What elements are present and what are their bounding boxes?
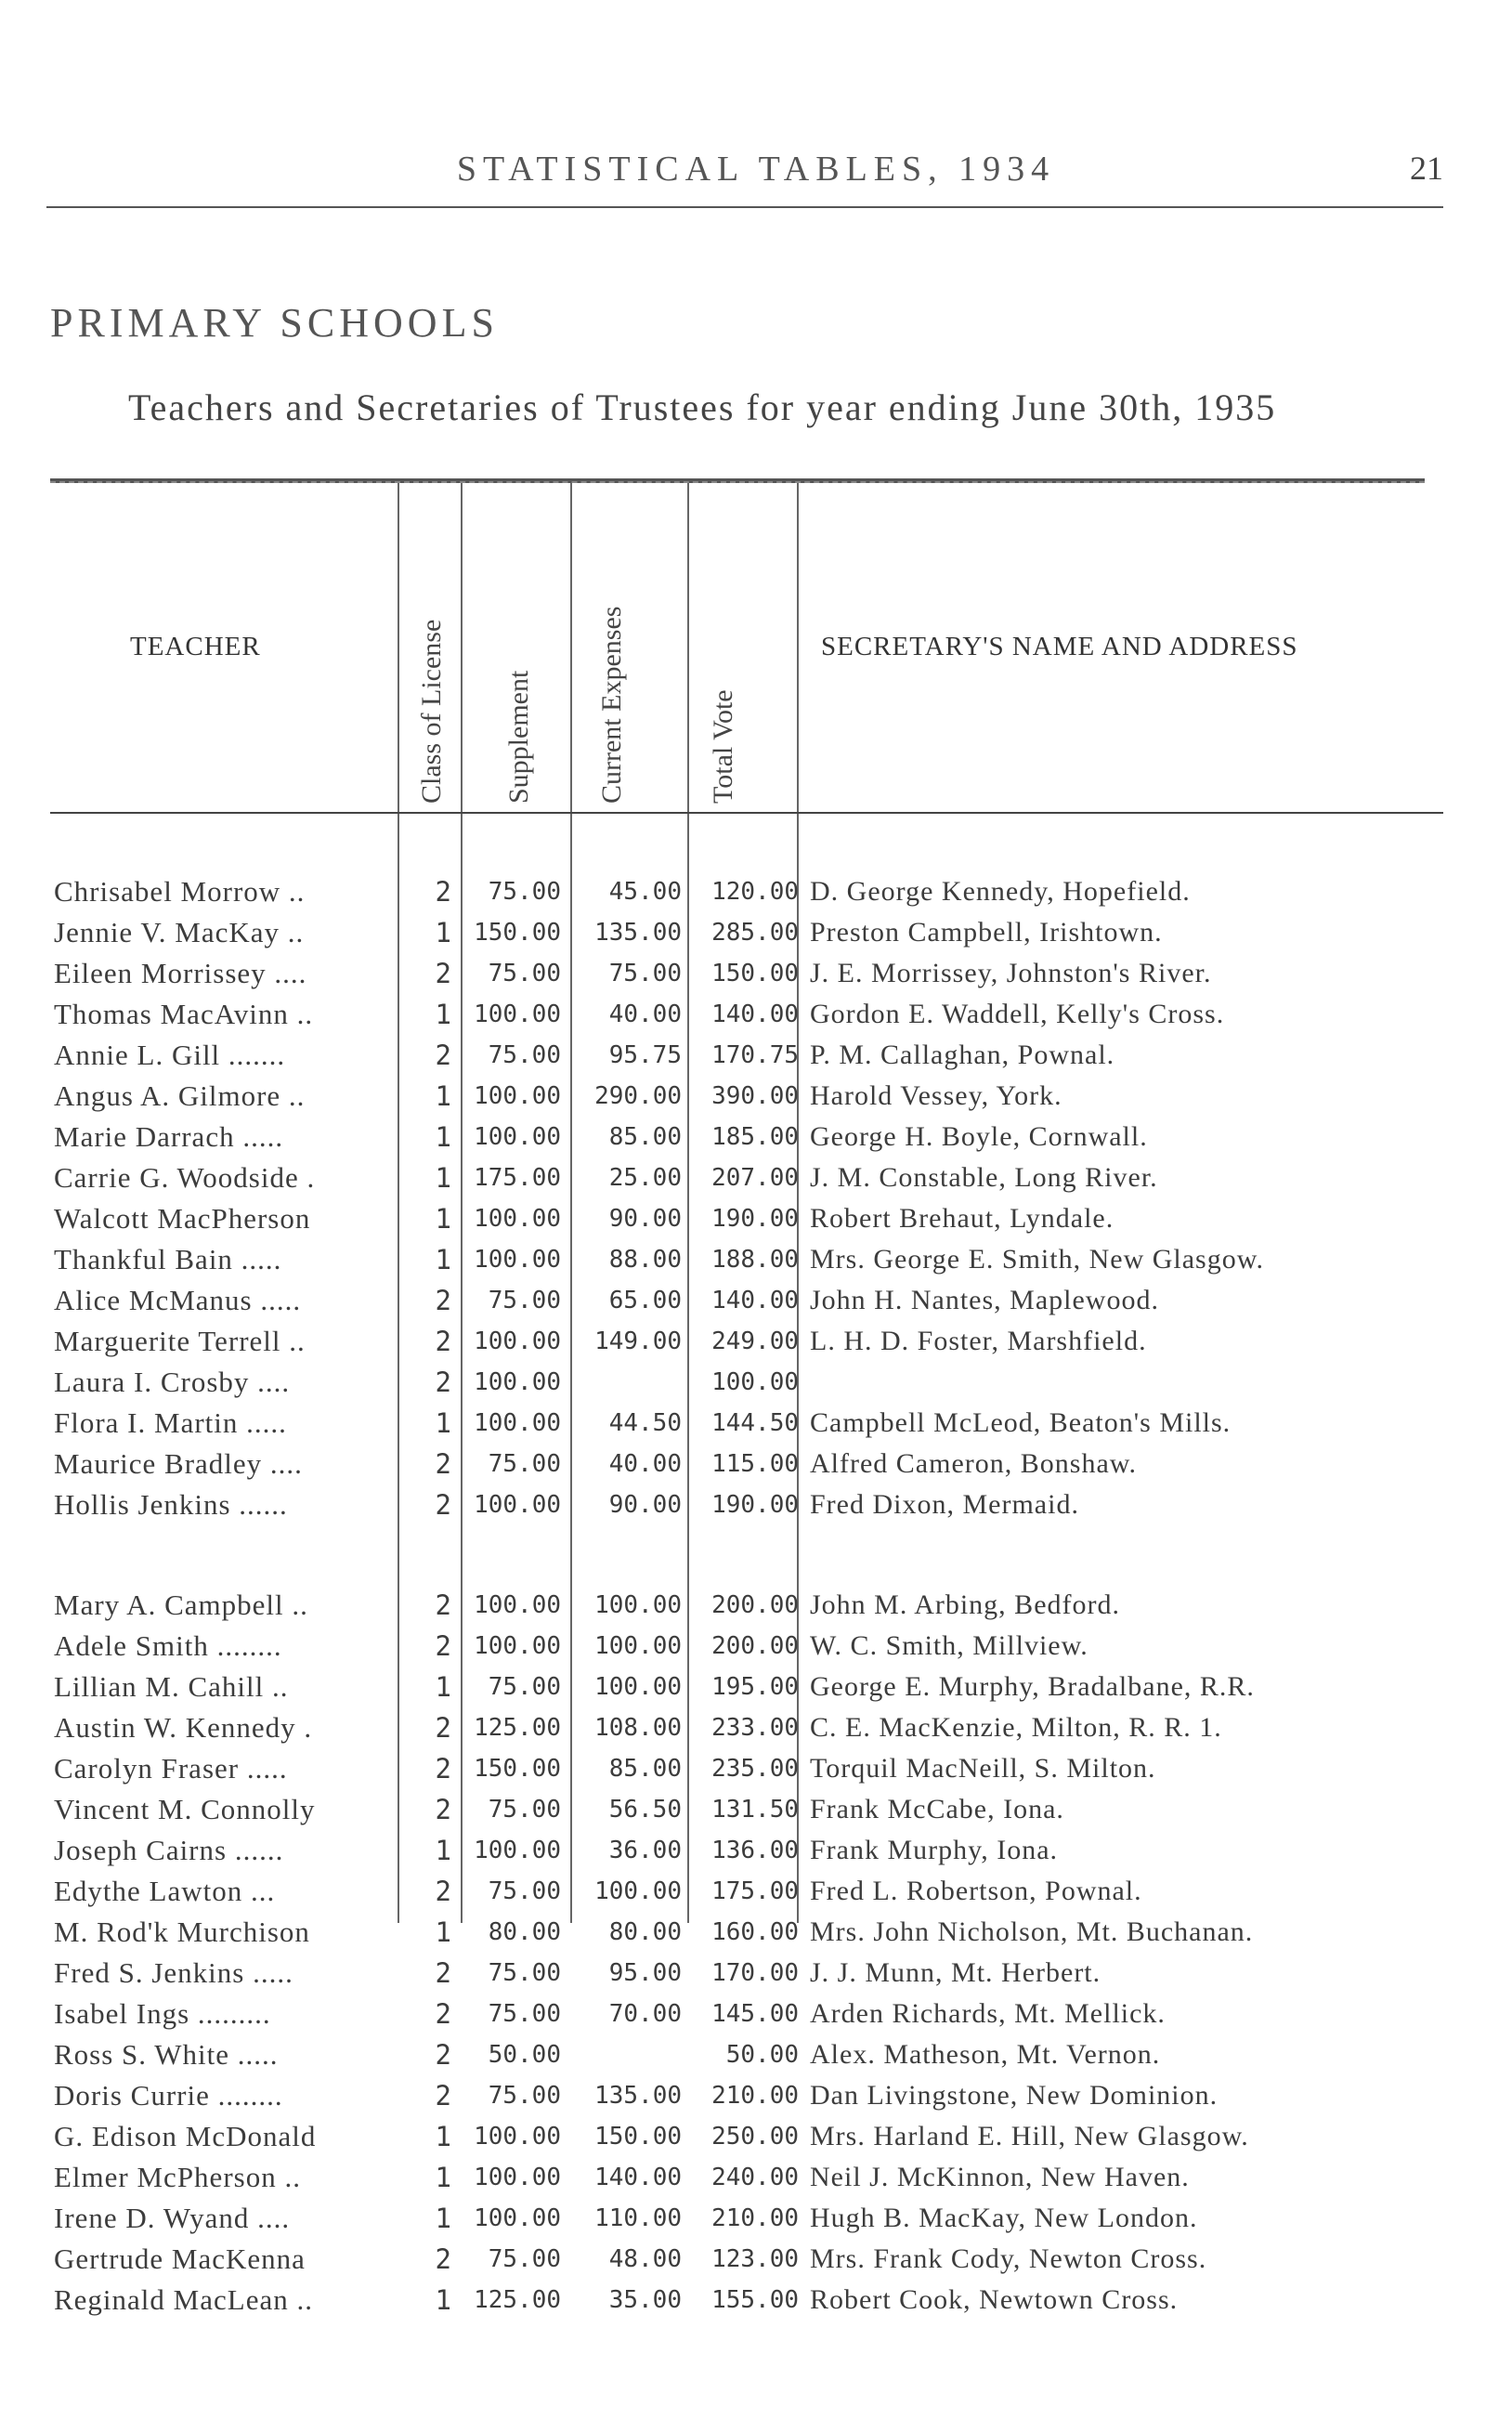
total-vote-value: 155.00 bbox=[711, 2286, 799, 2314]
supplement-value: 80.00 bbox=[488, 1918, 561, 1946]
supplement-value: 100.00 bbox=[474, 1491, 561, 1519]
license-class: 2 bbox=[435, 1366, 451, 1398]
secretary-column-header: SECRETARY'S NAME AND ADDRESS bbox=[821, 632, 1298, 661]
license-class: 1 bbox=[435, 1916, 451, 1948]
table-body bbox=[0, 871, 1512, 2321]
current-expenses-value: 95.75 bbox=[608, 1041, 682, 1069]
total-vote-value: 170.00 bbox=[711, 1959, 799, 1987]
running-head: STATISTICAL TABLES, 1934 bbox=[456, 150, 1056, 189]
secretary-name-address: Campbell McLeod, Beaton's Mills. bbox=[810, 1407, 1232, 1438]
secretary-name-address: J. E. Morrissey, Johnston's River. bbox=[810, 958, 1212, 988]
section-subtitle: Teachers and Secretaries of Trustees for year ending June 30th, 1935 bbox=[128, 386, 1277, 428]
supplement-value: 75.00 bbox=[488, 878, 561, 906]
supplement-value: 100.00 bbox=[474, 1000, 561, 1028]
license-class: 2 bbox=[435, 1998, 451, 2030]
teacher-name: Marguerite Terrell .. bbox=[54, 1325, 306, 1357]
table-row bbox=[0, 1484, 1512, 1525]
total-vote-value: 390.00 bbox=[711, 1082, 799, 1110]
teacher-name: Flora I. Martin ..... bbox=[54, 1406, 287, 1439]
total-vote-value: 200.00 bbox=[711, 1632, 799, 1660]
secretary-name-address: C. E. MacKenzie, Milton, R. R. 1. bbox=[810, 1712, 1222, 1743]
total-vote-value: 136.00 bbox=[711, 1837, 799, 1864]
supplement-value: 75.00 bbox=[488, 1450, 561, 1478]
secretary-name-address: J. M. Constable, Long River. bbox=[810, 1162, 1158, 1193]
table-row bbox=[0, 1035, 1512, 1076]
license-class: 1 bbox=[435, 1080, 451, 1112]
license-class: 2 bbox=[435, 2080, 451, 2112]
total-vote-value: 190.00 bbox=[711, 1205, 799, 1233]
current-expenses-value: 40.00 bbox=[608, 1450, 682, 1478]
teacher-name: Gertrude MacKenna bbox=[54, 2242, 306, 2275]
total-vote-value: 131.50 bbox=[711, 1796, 799, 1824]
license-class: 1 bbox=[435, 1121, 451, 1153]
current-expenses-value: 149.00 bbox=[594, 1327, 682, 1355]
total-vote-value: 170.75 bbox=[711, 1041, 799, 1069]
current-expenses-value: 290.00 bbox=[594, 1082, 682, 1110]
teacher-name: Isabel Ings ......... bbox=[54, 1997, 271, 2030]
license-class: 2 bbox=[435, 876, 451, 908]
total-vote-value: 185.00 bbox=[711, 1123, 799, 1151]
teacher-name: Elmer McPherson .. bbox=[54, 2161, 301, 2193]
total-vote-value: 195.00 bbox=[711, 1673, 799, 1701]
total-vote-value: 240.00 bbox=[711, 2164, 799, 2191]
secretary-name-address: Harold Vessey, York. bbox=[810, 1080, 1062, 1111]
teacher-name: Doris Currie ........ bbox=[54, 2079, 283, 2112]
table-row bbox=[0, 1362, 1512, 1403]
total-vote-value: 100.00 bbox=[711, 1368, 799, 1396]
teacher-name: Laura I. Crosby .... bbox=[54, 1366, 291, 1398]
table-row bbox=[0, 1321, 1512, 1362]
total-vote-value: 175.00 bbox=[711, 1877, 799, 1905]
secretary-name-address: Mrs. Frank Cody, Newton Cross. bbox=[810, 2243, 1207, 2274]
current-expenses-value: 35.00 bbox=[608, 2286, 682, 2314]
teacher-name: Austin W. Kennedy . bbox=[54, 1711, 313, 1744]
secretary-name-address: Arden Richards, Mt. Mellick. bbox=[810, 1998, 1166, 2029]
current-expenses-value: 75.00 bbox=[608, 960, 682, 987]
secretary-name-address: W. C. Smith, Millview. bbox=[810, 1630, 1088, 1661]
supplement-value: 150.00 bbox=[474, 919, 561, 947]
teacher-name: Hollis Jenkins ...... bbox=[54, 1488, 288, 1521]
supplement-value: 100.00 bbox=[474, 2123, 561, 2151]
secretary-name-address: Mrs. Harland E. Hill, New Glasgow. bbox=[810, 2121, 1249, 2151]
current-expenses-value: 44.50 bbox=[608, 1409, 682, 1437]
license-class: 1 bbox=[435, 1835, 451, 1866]
supplement-header: Supplement bbox=[503, 670, 534, 804]
total-vote-value: 190.00 bbox=[711, 1491, 799, 1519]
supplement-value: 125.00 bbox=[474, 2286, 561, 2314]
table-row bbox=[0, 1076, 1512, 1117]
table-row bbox=[0, 1198, 1512, 1239]
secretary-name-address: George H. Boyle, Cornwall. bbox=[810, 1121, 1148, 1152]
teacher-name: Chrisabel Morrow .. bbox=[54, 875, 306, 908]
total-vote-value: 249.00 bbox=[711, 1327, 799, 1355]
license-class: 1 bbox=[435, 1407, 451, 1439]
secretary-name-address: Robert Cook, Newtown Cross. bbox=[810, 2284, 1179, 2315]
teacher-name: Walcott MacPherson bbox=[54, 1202, 311, 1235]
teacher-name: Maurice Bradley .... bbox=[54, 1447, 303, 1480]
secretary-name-address: Preston Campbell, Irishtown. bbox=[810, 917, 1163, 948]
supplement-value: 100.00 bbox=[474, 2164, 561, 2191]
total-vote-value: 123.00 bbox=[711, 2245, 799, 2273]
secretary-name-address: John H. Nantes, Maplewood. bbox=[810, 1285, 1159, 1315]
table-row bbox=[0, 2239, 1512, 2280]
license-class: 2 bbox=[435, 1753, 451, 1785]
license-class: 2 bbox=[435, 1040, 451, 1071]
supplement-value: 150.00 bbox=[474, 1755, 561, 1783]
secretary-name-address: Torquil MacNeill, S. Milton. bbox=[810, 1753, 1156, 1784]
teacher-name: Annie L. Gill ....... bbox=[54, 1039, 286, 1071]
table-row bbox=[0, 1912, 1512, 1953]
table-row bbox=[0, 1280, 1512, 1321]
current-expenses-value: 135.00 bbox=[594, 919, 682, 947]
total-vote-value: 188.00 bbox=[711, 1246, 799, 1274]
total-vote-value: 145.00 bbox=[711, 2000, 799, 2028]
supplement-value: 75.00 bbox=[488, 1796, 561, 1824]
teacher-name: Angus A. Gilmore .. bbox=[54, 1079, 306, 1112]
table-row bbox=[0, 1830, 1512, 1871]
secretary-name-address: D. George Kennedy, Hopefield. bbox=[810, 876, 1191, 907]
current-expenses-value: 135.00 bbox=[594, 2082, 682, 2110]
current-expenses-value: 85.00 bbox=[608, 1123, 682, 1151]
total-vote-value: 140.00 bbox=[711, 1287, 799, 1314]
total-vote-value: 210.00 bbox=[711, 2082, 799, 2110]
table-row bbox=[0, 1403, 1512, 1444]
table-row bbox=[0, 994, 1512, 1035]
license-class: 2 bbox=[435, 1448, 451, 1480]
table-row bbox=[0, 1871, 1512, 1912]
teacher-name: Irene D. Wyand .... bbox=[54, 2202, 291, 2234]
supplement-value: 75.00 bbox=[488, 2245, 561, 2273]
teacher-name: Thankful Bain ..... bbox=[54, 1243, 282, 1275]
license-class: 1 bbox=[435, 1671, 451, 1703]
secretary-name-address: P. M. Callaghan, Pownal. bbox=[810, 1040, 1115, 1070]
teacher-name: Jennie V. MacKay .. bbox=[54, 916, 305, 948]
supplement-value: 100.00 bbox=[474, 1409, 561, 1437]
secretary-name-address: Frank Murphy, Iona. bbox=[810, 1835, 1059, 1865]
license-class: 1 bbox=[435, 2121, 451, 2152]
license-class: 1 bbox=[435, 2203, 451, 2234]
license-class: 2 bbox=[435, 1630, 451, 1662]
license-class: 2 bbox=[435, 1326, 451, 1357]
total-vote-value: 140.00 bbox=[711, 1000, 799, 1028]
teacher-name: Mary A. Campbell .. bbox=[54, 1589, 308, 1621]
total-vote-value: 210.00 bbox=[711, 2204, 799, 2232]
table-row bbox=[0, 1585, 1512, 1626]
current-expenses-header: Current Expenses bbox=[596, 606, 627, 804]
supplement-value: 75.00 bbox=[488, 1673, 561, 1701]
total-vote-value: 50.00 bbox=[725, 2041, 799, 2069]
current-expenses-value: 100.00 bbox=[594, 1591, 682, 1619]
current-expenses-value: 45.00 bbox=[608, 878, 682, 906]
current-expenses-value: 150.00 bbox=[594, 2123, 682, 2151]
license-class: 1 bbox=[435, 1244, 451, 1275]
table-row bbox=[0, 1748, 1512, 1789]
current-expenses-value: 108.00 bbox=[594, 1714, 682, 1742]
teacher-name: Carolyn Fraser ..... bbox=[54, 1752, 288, 1785]
total-vote-value: 150.00 bbox=[711, 960, 799, 987]
supplement-value: 75.00 bbox=[488, 2082, 561, 2110]
supplement-value: 100.00 bbox=[474, 2204, 561, 2232]
current-expenses-value: 100.00 bbox=[594, 1632, 682, 1660]
section-title: PRIMARY SCHOOLS bbox=[50, 300, 499, 346]
current-expenses-value: 88.00 bbox=[608, 1246, 682, 1274]
current-expenses-value: 25.00 bbox=[608, 1164, 682, 1192]
table-row bbox=[0, 1117, 1512, 1157]
supplement-value: 50.00 bbox=[488, 2041, 561, 2069]
table-row bbox=[0, 2034, 1512, 2075]
secretary-name-address: Alex. Matheson, Mt. Vernon. bbox=[810, 2039, 1161, 2070]
supplement-value: 100.00 bbox=[474, 1591, 561, 1619]
secretary-name-address: Fred L. Robertson, Pownal. bbox=[810, 1876, 1142, 1906]
teacher-name: Marie Darrach ..... bbox=[54, 1120, 284, 1153]
license-class: 1 bbox=[435, 1162, 451, 1194]
license-class: 1 bbox=[435, 2162, 451, 2193]
group-spacer bbox=[0, 1525, 1512, 1585]
supplement-value: 175.00 bbox=[474, 1164, 561, 1192]
secretary-name-address: Mrs. John Nicholson, Mt. Buchanan. bbox=[810, 1916, 1254, 1947]
table-row bbox=[0, 2198, 1512, 2239]
supplement-value: 100.00 bbox=[474, 1632, 561, 1660]
table-top-rule bbox=[50, 478, 1425, 483]
table-row bbox=[0, 1789, 1512, 1830]
teacher-name: M. Rod'k Murchison bbox=[54, 1916, 310, 1948]
license-class: 1 bbox=[435, 2284, 451, 2316]
supplement-value: 125.00 bbox=[474, 1714, 561, 1742]
teacher-name: Vincent M. Connolly bbox=[54, 1793, 316, 1825]
teacher-name: Thomas MacAvinn .. bbox=[54, 998, 314, 1030]
supplement-value: 100.00 bbox=[474, 1368, 561, 1396]
license-class: 1 bbox=[435, 999, 451, 1030]
supplement-value: 75.00 bbox=[488, 1959, 561, 1987]
supplement-value: 100.00 bbox=[474, 1205, 561, 1233]
current-expenses-value: 36.00 bbox=[608, 1837, 682, 1864]
current-expenses-value: 95.00 bbox=[608, 1959, 682, 1987]
teacher-name: Alice McManus ..... bbox=[54, 1284, 302, 1316]
header-bottom-rule bbox=[50, 812, 1443, 814]
supplement-value: 100.00 bbox=[474, 1327, 561, 1355]
current-expenses-value: 80.00 bbox=[608, 1918, 682, 1946]
current-expenses-value: 100.00 bbox=[594, 1877, 682, 1905]
total-vote-value: 233.00 bbox=[711, 1714, 799, 1742]
current-expenses-value: 48.00 bbox=[608, 2245, 682, 2273]
secretary-name-address: John M. Arbing, Bedford. bbox=[810, 1589, 1120, 1620]
supplement-value: 100.00 bbox=[474, 1246, 561, 1274]
teacher-name: Adele Smith ........ bbox=[54, 1629, 282, 1662]
current-expenses-value: 90.00 bbox=[608, 1491, 682, 1519]
secretary-name-address: Alfred Cameron, Bonshaw. bbox=[810, 1448, 1137, 1479]
secretary-name-address: L. H. D. Foster, Marshfield. bbox=[810, 1326, 1147, 1356]
secretary-name-address: George E. Murphy, Bradalbane, R.R. bbox=[810, 1671, 1255, 1702]
current-expenses-value: 70.00 bbox=[608, 2000, 682, 2028]
table-row bbox=[0, 1994, 1512, 2034]
teacher-name: Reginald MacLean .. bbox=[54, 2283, 313, 2316]
secretary-name-address: Neil J. McKinnon, New Haven. bbox=[810, 2162, 1190, 2192]
table-row bbox=[0, 2280, 1512, 2321]
license-class: 1 bbox=[435, 917, 451, 948]
total-vote-value: 207.00 bbox=[711, 1164, 799, 1192]
table-row bbox=[0, 1157, 1512, 1198]
secretary-name-address: Robert Brehaut, Lyndale. bbox=[810, 1203, 1114, 1234]
license-class: 2 bbox=[435, 1712, 451, 1744]
total-vote-value: 200.00 bbox=[711, 1591, 799, 1619]
teacher-name: Edythe Lawton ... bbox=[54, 1875, 276, 1907]
supplement-value: 100.00 bbox=[474, 1837, 561, 1864]
supplement-value: 100.00 bbox=[474, 1082, 561, 1110]
table-row bbox=[0, 871, 1512, 912]
secretary-name-address: Dan Livingstone, New Dominion. bbox=[810, 2080, 1219, 2111]
table-row bbox=[0, 1667, 1512, 1707]
teacher-column-header: TEACHER bbox=[130, 632, 261, 661]
table-row bbox=[0, 1626, 1512, 1667]
table-row bbox=[0, 912, 1512, 953]
supplement-value: 75.00 bbox=[488, 1041, 561, 1069]
license-class: 2 bbox=[435, 1589, 451, 1621]
secretary-name-address: Gordon E. Waddell, Kelly's Cross. bbox=[810, 999, 1225, 1029]
license-class: 2 bbox=[435, 2039, 451, 2071]
teacher-name: G. Edison McDonald bbox=[54, 2120, 317, 2152]
current-expenses-value: 85.00 bbox=[608, 1755, 682, 1783]
secretary-name-address: Frank McCabe, Iona. bbox=[810, 1794, 1064, 1824]
total-vote-value: 120.00 bbox=[711, 878, 799, 906]
secretary-name-address: J. J. Munn, Mt. Herbert. bbox=[810, 1957, 1101, 1988]
secretary-name-address: Hugh B. MacKay, New London. bbox=[810, 2203, 1198, 2233]
table-row bbox=[0, 1953, 1512, 1994]
supplement-value: 75.00 bbox=[488, 960, 561, 987]
total-vote-value: 115.00 bbox=[711, 1450, 799, 1478]
teacher-name: Eileen Morrissey .... bbox=[54, 957, 307, 989]
table-row bbox=[0, 1707, 1512, 1748]
total-vote-header: Total Vote bbox=[708, 689, 738, 804]
supplement-value: 75.00 bbox=[488, 1287, 561, 1314]
class-of-license-header: Class of License bbox=[416, 619, 447, 804]
current-expenses-value: 140.00 bbox=[594, 2164, 682, 2191]
table-row bbox=[0, 1239, 1512, 1280]
teacher-name: Lillian M. Cahill .. bbox=[54, 1670, 289, 1703]
current-expenses-value: 100.00 bbox=[594, 1673, 682, 1701]
current-expenses-value: 65.00 bbox=[608, 1287, 682, 1314]
page-number: 21 bbox=[1410, 150, 1443, 187]
header-rule bbox=[46, 206, 1443, 208]
current-expenses-value: 40.00 bbox=[608, 1000, 682, 1028]
license-class: 2 bbox=[435, 1285, 451, 1316]
license-class: 2 bbox=[435, 1794, 451, 1825]
table-row bbox=[0, 2075, 1512, 2116]
supplement-value: 75.00 bbox=[488, 1877, 561, 1905]
table-row bbox=[0, 2157, 1512, 2198]
current-expenses-value: 110.00 bbox=[594, 2204, 682, 2232]
license-class: 2 bbox=[435, 2243, 451, 2275]
supplement-value: 75.00 bbox=[488, 2000, 561, 2028]
supplement-value: 100.00 bbox=[474, 1123, 561, 1151]
secretary-name-address: Mrs. George E. Smith, New Glasgow. bbox=[810, 1244, 1264, 1275]
total-vote-value: 144.50 bbox=[711, 1409, 799, 1437]
license-class: 2 bbox=[435, 1876, 451, 1907]
license-class: 2 bbox=[435, 1957, 451, 1989]
current-expenses-value: 56.50 bbox=[608, 1796, 682, 1824]
secretary-name-address: Fred Dixon, Mermaid. bbox=[810, 1489, 1079, 1520]
license-class: 1 bbox=[435, 1203, 451, 1235]
total-vote-value: 250.00 bbox=[711, 2123, 799, 2151]
total-vote-value: 285.00 bbox=[711, 919, 799, 947]
license-class: 2 bbox=[435, 1489, 451, 1521]
teacher-name: Fred S. Jenkins ..... bbox=[54, 1956, 293, 1989]
teacher-name: Ross S. White ..... bbox=[54, 2038, 279, 2071]
license-class: 2 bbox=[435, 958, 451, 989]
current-expenses-value: 90.00 bbox=[608, 1205, 682, 1233]
total-vote-value: 160.00 bbox=[711, 1918, 799, 1946]
table-row bbox=[0, 953, 1512, 994]
teacher-name: Carrie G. Woodside . bbox=[54, 1161, 316, 1194]
teacher-name: Joseph Cairns ...... bbox=[54, 1834, 284, 1866]
table-row bbox=[0, 1444, 1512, 1484]
table-row bbox=[0, 2116, 1512, 2157]
total-vote-value: 235.00 bbox=[711, 1755, 799, 1783]
